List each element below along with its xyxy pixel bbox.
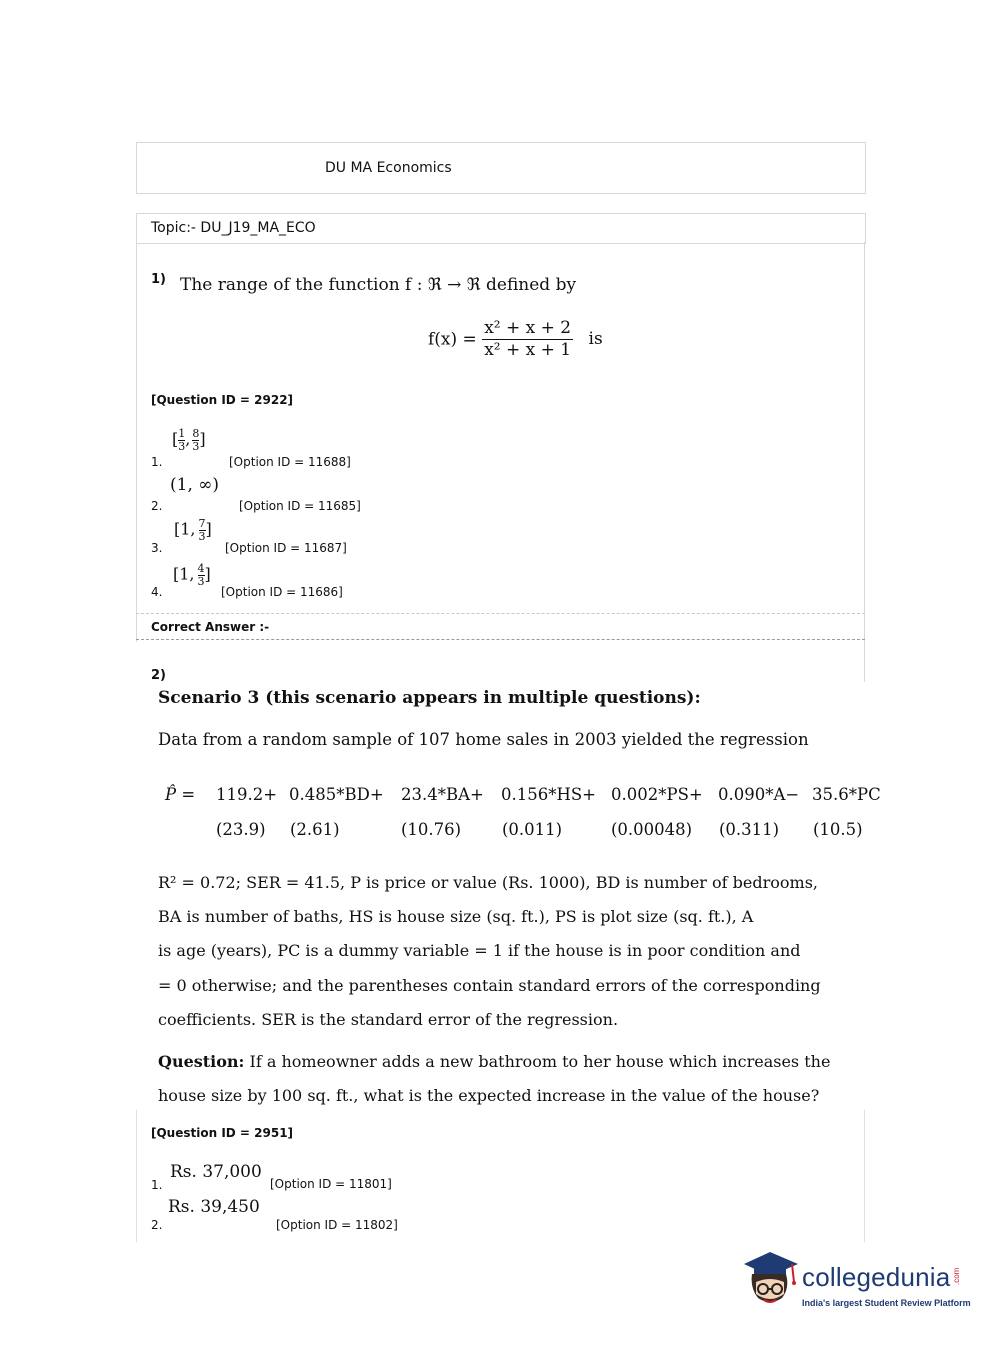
q1-option-4-number: 4.: [151, 585, 163, 599]
description-line-4: = 0 otherwise; and the parentheses contain standard errors of the corresponding: [158, 976, 821, 995]
regression-coef-4: 0.156*HS+: [501, 785, 597, 804]
q2-option-2-id: [Option ID = 11802]: [276, 1218, 398, 1232]
q1-option-1-id: [Option ID = 11688]: [229, 455, 351, 469]
q1-option-4-value: [1, $\frac{4}{3}$ ]: [173, 562, 211, 588]
regression-se-5: (0.00048): [611, 820, 693, 839]
fx-lhs: f(x) =: [428, 329, 477, 350]
q2-question-line-2: house size by 100 sq. ft., what is the expected increase in the value of the house?: [158, 1086, 820, 1105]
q1-option-1-number: 1.: [151, 455, 163, 469]
regression-coef-2: 0.485*BD+: [289, 785, 384, 804]
q2-question-id: [Question ID = 2951]: [151, 1126, 294, 1140]
brand-name: collegedunia: [802, 1262, 951, 1292]
q2-option-1-value: Rs. 37,000: [170, 1162, 262, 1182]
q1-right-border: [864, 242, 865, 682]
regression-se-1: (23.9): [216, 820, 266, 839]
regression-coef-7: 35.6*PC: [812, 785, 881, 804]
q2-right-border: [864, 1110, 865, 1242]
q1-number: 1): [151, 272, 166, 287]
q1-question-id: [Question ID = 2922]: [151, 393, 294, 407]
fx-denominator: x² + x + 1: [484, 340, 572, 361]
description-line-2: BA is number of baths, HS is house size (sq. ft.), PS is plot size (sq. ft.), A: [158, 907, 754, 926]
regression-lhs: P̂ =: [165, 785, 196, 804]
q1-option-3-number: 3.: [151, 541, 163, 555]
q1-correct-answer-label: Correct Answer :-: [151, 620, 270, 634]
collegedunia-mascot-icon: [740, 1248, 800, 1312]
q1-stem: The range of the function f : ℜ → ℜ defined by: [180, 275, 577, 295]
q2-question-label: Question:: [158, 1052, 245, 1071]
q1-left-border: [136, 242, 137, 642]
q2-option-1-number: 1.: [151, 1178, 163, 1192]
regression-se-2: (2.61): [290, 820, 340, 839]
q1-option-4-id: [Option ID = 11686]: [221, 585, 343, 599]
q2-number: 2): [151, 668, 166, 683]
regression-coef-3: 23.4*BA+: [401, 785, 484, 804]
q1-option-2-number: 2.: [151, 499, 163, 513]
q1-function-formula: [428, 318, 603, 362]
regression-se-3: (10.76): [401, 820, 462, 839]
description-line-3: is age (years), PC is a dummy variable = 1 if the house is in poor condition and: [158, 941, 801, 960]
q2-question-line-1: Question: If a homeowner adds a new bathroom to her house which increases the: [158, 1052, 831, 1071]
q1-option-1-value: [ $\frac{1}{3}$ , $\frac{8}{3}$ ]: [172, 427, 206, 453]
fx-suffix: is: [588, 329, 603, 350]
fx-numerator: x² + x + 2: [482, 318, 573, 340]
regression-se-6: (0.311): [719, 820, 780, 839]
regression-coef-6: 0.090*A−: [718, 785, 800, 804]
header-title-box: [136, 142, 866, 194]
brand-tagline: India's largest Student Review Platform: [802, 1298, 971, 1308]
regression-se-7: (10.5): [813, 820, 863, 839]
q2-left-border: [136, 1110, 137, 1242]
brand-suffix: .com: [952, 1267, 961, 1285]
regression-coef-5: 0.002*PS+: [611, 785, 703, 804]
answer-separator-top: [136, 613, 865, 614]
q1-option-2-id: [Option ID = 11685]: [239, 499, 361, 513]
q1-option-3-value: [1, $\frac{7}{3}$ ]: [174, 517, 212, 543]
regression-coef-1: 119.2+: [216, 785, 278, 804]
regression-se-4: (0.011): [502, 820, 563, 839]
q2-option-1-id: [Option ID = 11801]: [270, 1177, 392, 1191]
q2-option-2-value: Rs. 39,450: [168, 1197, 260, 1217]
description-line-5: coefficients. SER is the standard error of the regression.: [158, 1010, 619, 1029]
q2-intro: Data from a random sample of 107 home sales in 2003 yielded the regression: [158, 730, 809, 749]
q1-option-3-id: [Option ID = 11687]: [225, 541, 347, 555]
page-title: DU MA Economics: [325, 160, 452, 176]
q2-scenario-title: Scenario 3 (this scenario appears in multiple questions):: [158, 688, 701, 708]
topic-label: Topic:- DU_J19_MA_ECO: [151, 220, 316, 236]
fx-fraction: [482, 318, 573, 362]
q1-option-2-value: (1, ∞): [170, 475, 220, 495]
answer-separator-bottom: [136, 639, 865, 640]
q2-option-2-number: 2.: [151, 1218, 163, 1232]
description-line-1: R² = 0.72; SER = 41.5, P is price or value (Rs. 1000), BD is number of bedrooms,: [158, 873, 819, 892]
